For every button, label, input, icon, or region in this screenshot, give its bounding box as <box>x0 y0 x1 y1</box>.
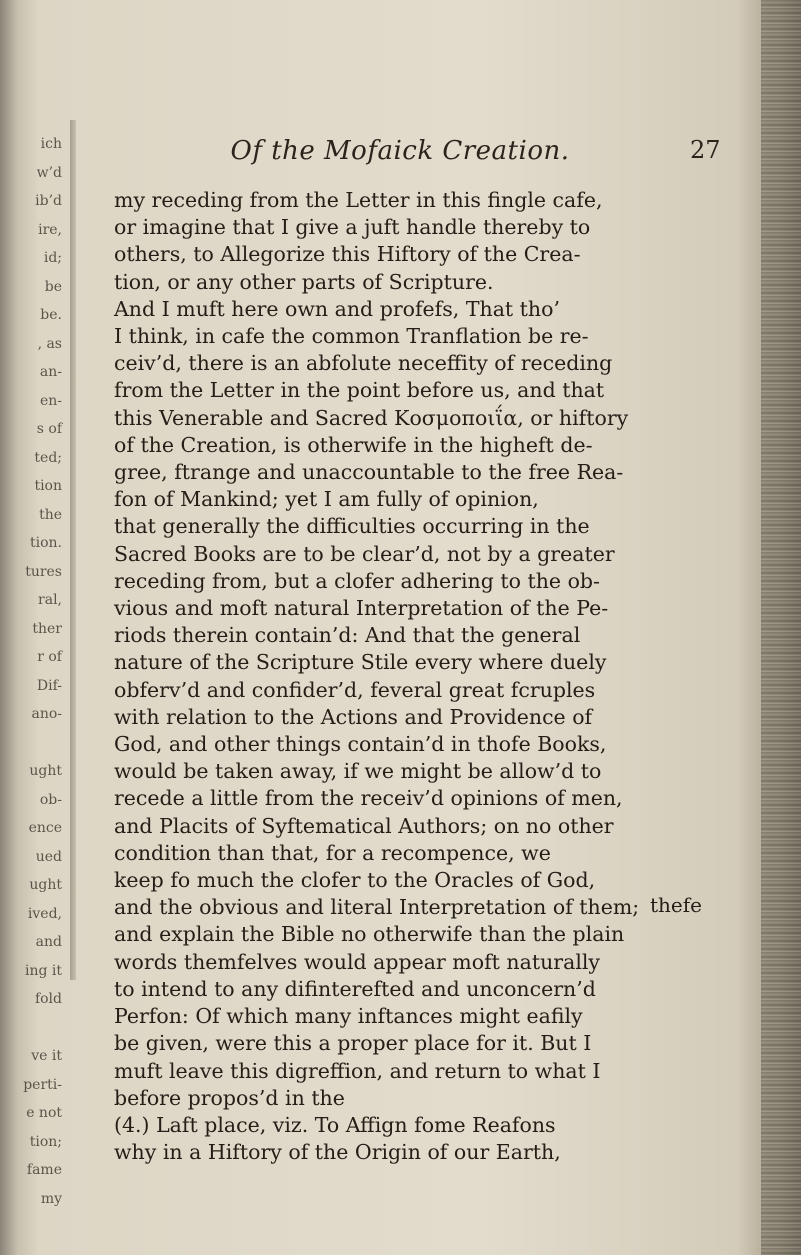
facing-fragment: ence <box>28 820 62 836</box>
gutter-shadow <box>70 120 76 980</box>
facing-fragment <box>0 729 62 758</box>
facing-fragment: ught <box>29 877 62 893</box>
facing-fragment: the <box>39 506 62 523</box>
facing-fragment: ted; <box>34 449 62 466</box>
facing-fragment: ve it <box>31 1048 62 1064</box>
facing-fragment: , as <box>37 335 62 352</box>
text-line: God, and other things contain’d in thofe Books, <box>114 732 607 757</box>
text-line: with relation to the Actions and Providence of <box>114 704 593 729</box>
text-line: and Placits of Syftematical Authors; on no other <box>114 813 614 838</box>
text-line: and the obvious and literal Interpretation of them; <box>114 895 640 920</box>
facing-fragment: be <box>44 278 62 295</box>
text-line: ceiv’d, there is an abfolute neceffity of receding <box>114 351 613 376</box>
facing-fragment: ught <box>29 763 62 779</box>
facing-fragment: be. <box>40 307 62 323</box>
facing-fragment: tion <box>34 478 62 494</box>
text-line: would be taken away, if we might be allow’d to <box>114 759 602 784</box>
text-line: condition than that, for a recompence, we <box>114 840 551 865</box>
facing-fragment: en- <box>39 392 62 409</box>
facing-fragment: ich <box>40 136 62 152</box>
text-line: or imagine that I give a juft handle thereby to <box>114 215 591 240</box>
text-line: Sacred Books are to be clear’d, not by a greater <box>114 541 615 566</box>
facing-fragment: fold <box>34 991 62 1007</box>
text-line: And I muft here own and profefs, That tho’ <box>114 296 560 321</box>
page-number: 27 <box>690 136 721 164</box>
facing-fragment: ob- <box>39 791 62 808</box>
facing-fragment: my <box>40 1190 62 1207</box>
facing-fragment: ib’d <box>35 193 62 209</box>
text-line: this Venerable and Sacred Κοσμοποιΐα, or hiftory <box>114 405 629 430</box>
facing-fragment: tures <box>25 563 62 580</box>
facing-fragment: perti- <box>23 1076 62 1093</box>
facing-fragment: r of <box>37 649 62 665</box>
text-line: words themfelves would appear moft naturally <box>114 949 601 974</box>
facing-fragment: ived, <box>27 905 62 922</box>
facing-fragment: tion; <box>29 1133 62 1150</box>
catchword: thefe <box>650 893 702 917</box>
text-line: vious and moft natural Interpretation of the Pe- <box>114 596 609 621</box>
text-line: recede a little from the receiv’d opinions of men, <box>114 786 623 811</box>
text-line: fon of Mankind; yet I am fully of opinion, <box>114 487 539 512</box>
facing-fragment: ther <box>32 620 62 637</box>
text-line: gree, ftrange and unaccountable to the free Rea- <box>114 460 624 485</box>
text-line: my receding from the Letter in this fingle cafe, <box>114 188 603 212</box>
text-line: before propos’d in the <box>114 1085 345 1110</box>
facing-fragment: an- <box>39 364 62 380</box>
body-text <box>114 187 734 1166</box>
facing-page-fragments <box>0 130 62 1207</box>
facing-fragment: fame <box>26 1162 62 1178</box>
text-line: of the Creation, is otherwife in the higheft de- <box>114 432 593 457</box>
text-line: muft leave this digreffion, and return to what I <box>114 1058 601 1083</box>
facing-fragment: and <box>35 934 62 950</box>
running-title: Of the Mofaick Creation. <box>230 136 570 166</box>
text-line: and explain the Bible no otherwife than the plain <box>114 922 625 947</box>
text-line: (4.) Laft place, viz. To Affign fome Reafons <box>114 1112 556 1137</box>
facing-fragment: ral, <box>38 592 62 608</box>
facing-fragment <box>0 1014 62 1043</box>
page-header <box>130 136 730 176</box>
text-line: obferv’d and confider’d, feveral great fcruples <box>114 677 596 702</box>
text-line: nature of the Scripture Stile every where duely <box>114 650 607 675</box>
text-line: to intend to any difinterefted and unconcern’d <box>114 976 596 1001</box>
text-line: keep fo much the clofer to the Oracles of God, <box>114 868 596 893</box>
facing-fragment: id; <box>43 250 62 266</box>
facing-fragment: ano- <box>31 706 62 722</box>
text-line: from the Letter in the point before us, and that <box>114 378 605 403</box>
facing-fragment: e not <box>26 1105 62 1121</box>
facing-fragment: tion. <box>30 535 62 551</box>
text-line: tion, or any other parts of Scripture. <box>114 269 494 294</box>
page-edge <box>761 0 801 1255</box>
facing-fragment: ued <box>35 848 62 865</box>
text-line: riods therein contain’d: And that the general <box>114 623 581 648</box>
text-line: be given, were this a proper place for it. But I <box>114 1031 592 1056</box>
facing-fragment: ing it <box>24 962 62 979</box>
text-line: that generally the difficulties occurring in the <box>114 514 590 539</box>
facing-fragment: s of <box>36 421 62 437</box>
facing-fragment: ire, <box>38 221 62 238</box>
text-line: Perfon: Of which many inftances might eafily <box>114 1004 583 1029</box>
text-line: I think, in cafe the common Tranflation be re- <box>114 324 589 349</box>
text-line: others, to Allegorize this Hiftory of the Crea- <box>114 242 581 267</box>
facing-fragment: Dif- <box>36 677 62 694</box>
text-line: receding from, but a clofer adhering to the ob- <box>114 568 600 593</box>
facing-fragment: w’d <box>36 164 62 181</box>
text-line: why in a Hiftory of the Origin of our Earth, <box>114 1140 561 1165</box>
